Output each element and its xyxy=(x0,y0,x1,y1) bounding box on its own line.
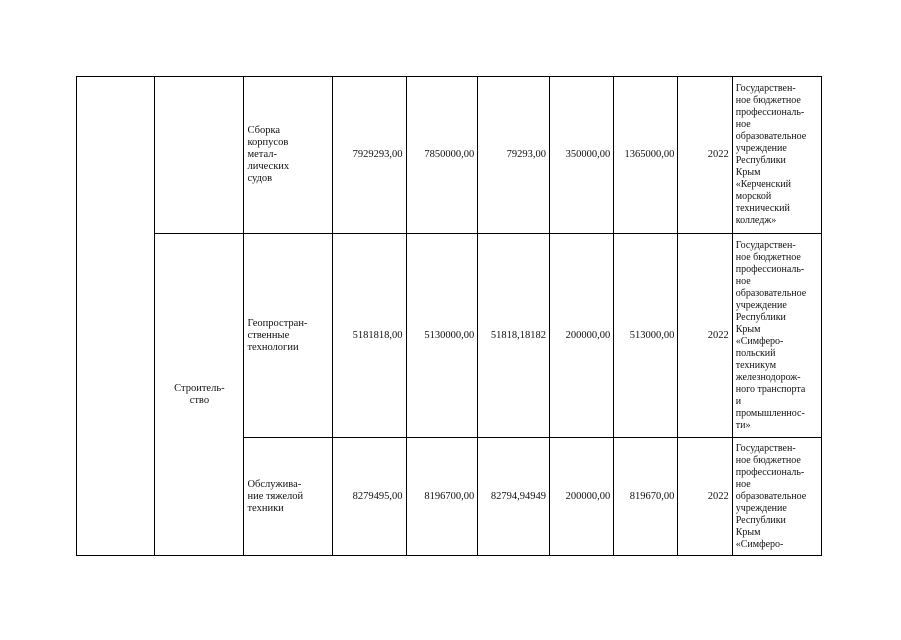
organization-name: Государствен- ное бюджетное профессиональ- ное образовательное учреждение Республики Крым «Керченский морской технический колледж» xyxy=(735,83,807,226)
program-name: Геопростран- ственные технологии xyxy=(247,317,308,353)
regional-cell: 82794,94949 xyxy=(478,438,550,556)
regional-cell: 79293,00 xyxy=(478,77,550,234)
funding-table xyxy=(76,76,822,556)
own-cell: 1365000,00 xyxy=(614,77,678,234)
organization-cell xyxy=(732,234,821,438)
total-cell: 7929293,00 xyxy=(332,77,406,234)
organization-name: Государствен- ное бюджетное профессиональ- ное образовательное учреждение Республики Крым «Симферо- польский техникум железнодорож- ного транспорта и промышленнос- ти» xyxy=(735,239,807,431)
program-cell xyxy=(244,438,332,556)
total-cell: 8279495,00 xyxy=(332,438,406,556)
organization-cell xyxy=(732,438,821,556)
program-name: Обслужива- ние тяжелой техники xyxy=(247,478,304,514)
year-cell: 2022 xyxy=(678,77,732,234)
total-cell: 5181818,00 xyxy=(332,234,406,438)
empty-cell xyxy=(155,77,244,234)
employer-cell: 350000,00 xyxy=(550,77,614,234)
program-name: Сборка корпусов метал- лических судов xyxy=(247,125,290,184)
year-cell: 2022 xyxy=(678,234,732,438)
table-row xyxy=(77,77,822,234)
federal-cell: 5130000,00 xyxy=(406,234,478,438)
federal-cell: 8196700,00 xyxy=(406,438,478,556)
employer-cell: 200000,00 xyxy=(550,234,614,438)
year-cell: 2022 xyxy=(678,438,732,556)
regional-cell: 51818,18182 xyxy=(478,234,550,438)
table-row xyxy=(77,234,822,438)
program-cell xyxy=(244,234,332,438)
employer-cell: 200000,00 xyxy=(550,438,614,556)
empty-cell xyxy=(77,77,155,556)
own-cell: 819670,00 xyxy=(614,438,678,556)
organization-cell xyxy=(732,77,821,234)
program-cell xyxy=(244,77,332,234)
own-cell: 513000,00 xyxy=(614,234,678,438)
group-cell xyxy=(155,234,244,556)
group-label: Строитель- ство xyxy=(174,382,225,406)
federal-cell: 7850000,00 xyxy=(406,77,478,234)
organization-name: Государствен- ное бюджетное профессиональ- ное образовательное учреждение Республики Крым «Симферо- xyxy=(735,442,807,550)
